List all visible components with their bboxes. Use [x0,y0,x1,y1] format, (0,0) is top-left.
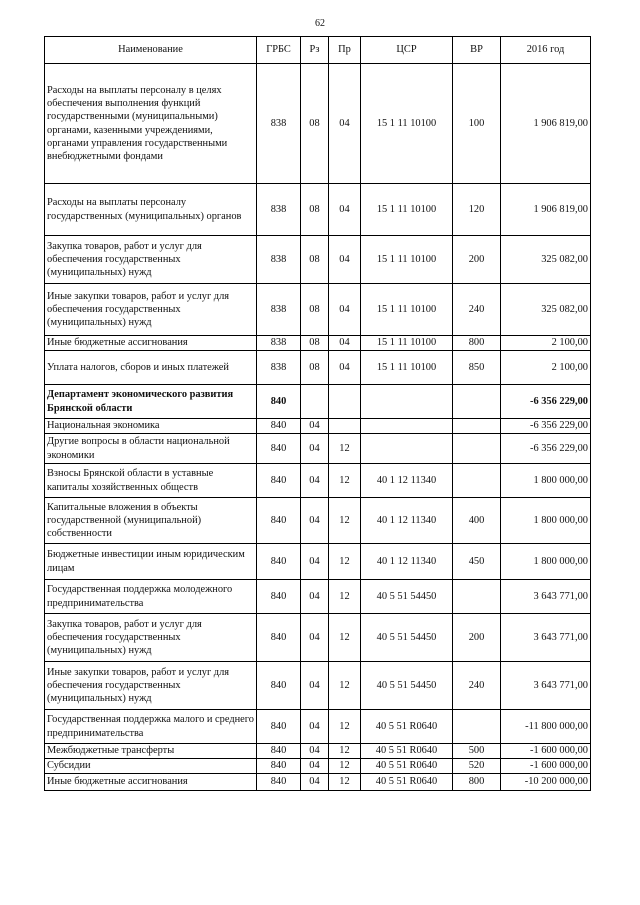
row-pr: 12 [329,759,361,774]
row-rz: 08 [301,336,329,351]
row-csr: 15 1 11 10100 [361,336,453,351]
row-pr: 12 [329,744,361,759]
row-pr: 04 [329,351,361,385]
row-name: Закупка товаров, работ и услуг для обеспечения государственных (муниципальных) нужд [45,614,257,662]
row-csr: 40 1 12 11340 [361,464,453,498]
row-vr: 850 [453,351,501,385]
table-row [45,351,591,385]
row-vr: 450 [453,544,501,580]
row-rz: 08 [301,184,329,236]
table-row [45,759,591,774]
row-pr: 12 [329,498,361,544]
row-vr: 800 [453,774,501,791]
row-rz: 04 [301,580,329,614]
row-vr: 400 [453,498,501,544]
table-row [45,434,591,464]
table-row [45,64,591,184]
row-vr [453,580,501,614]
row-rz: 04 [301,710,329,744]
row-pr: 04 [329,184,361,236]
row-amount: -6 356 229,00 [501,419,591,434]
row-name: Иные закупки товаров, работ и услуг для обеспечения государственных (муниципальных) нужд [45,662,257,710]
row-csr [361,434,453,464]
row-rz: 04 [301,498,329,544]
row-name: Иные закупки товаров, работ и услуг для обеспечения государственных (муниципальных) нужд [45,284,257,336]
page-number: 62 [315,18,325,29]
row-amount: -6 356 229,00 [501,434,591,464]
row-csr: 40 5 51 R0640 [361,759,453,774]
row-name: Иные бюджетные ассигнования [45,774,257,791]
row-csr: 15 1 11 10100 [361,64,453,184]
row-rz: 08 [301,236,329,284]
row-name: Взносы Брянской области в уставные капиталы хозяйственных обществ [45,464,257,498]
row-csr: 40 5 51 54450 [361,662,453,710]
row-grbs: 838 [257,284,301,336]
row-amount: 1 800 000,00 [501,498,591,544]
row-grbs: 840 [257,614,301,662]
row-grbs: 838 [257,236,301,284]
table-row [45,336,591,351]
row-amount: 1 906 819,00 [501,184,591,236]
row-amount: 325 082,00 [501,236,591,284]
row-vr: 200 [453,614,501,662]
row-pr: 04 [329,64,361,184]
row-rz: 04 [301,774,329,791]
row-pr: 12 [329,580,361,614]
budget-table [44,36,591,791]
row-grbs: 840 [257,774,301,791]
row-name: Бюджетные инвестиции иным юридическим лицам [45,544,257,580]
row-rz: 04 [301,759,329,774]
row-pr [329,419,361,434]
row-csr: 15 1 11 10100 [361,236,453,284]
row-vr [453,710,501,744]
row-grbs: 838 [257,336,301,351]
row-grbs: 840 [257,544,301,580]
row-vr [453,434,501,464]
row-name: Закупка товаров, работ и услуг для обеспечения государственных (муниципальных) нужд [45,236,257,284]
row-amount: 3 643 771,00 [501,662,591,710]
row-amount: 325 082,00 [501,284,591,336]
row-vr: 100 [453,64,501,184]
row-csr: 40 5 51 R0640 [361,774,453,791]
row-vr: 520 [453,759,501,774]
row-vr: 200 [453,236,501,284]
row-vr [453,385,501,419]
row-name: Государственная поддержка молодежного предпринимательства [45,580,257,614]
row-pr: 04 [329,284,361,336]
header-name: Наименование [45,37,257,64]
row-pr: 12 [329,774,361,791]
row-rz: 04 [301,419,329,434]
table-row [45,464,591,498]
row-rz: 04 [301,662,329,710]
row-grbs: 838 [257,184,301,236]
row-amount: -10 200 000,00 [501,774,591,791]
row-csr [361,419,453,434]
row-rz: 04 [301,434,329,464]
row-grbs: 840 [257,662,301,710]
table-row [45,662,591,710]
row-rz: 04 [301,744,329,759]
header-csr: ЦСР [361,37,453,64]
row-amount: 1 906 819,00 [501,64,591,184]
row-amount: 1 800 000,00 [501,544,591,580]
table-row [45,710,591,744]
row-grbs: 840 [257,759,301,774]
row-amount: -6 356 229,00 [501,385,591,419]
header-grbs: ГРБС [257,37,301,64]
table-row [45,419,591,434]
row-pr [329,385,361,419]
row-rz: 04 [301,544,329,580]
table-row [45,284,591,336]
row-grbs: 838 [257,351,301,385]
row-csr: 40 1 12 11340 [361,544,453,580]
row-pr: 12 [329,544,361,580]
row-grbs: 840 [257,498,301,544]
row-pr: 12 [329,710,361,744]
header-vr: ВР [453,37,501,64]
row-rz: 04 [301,614,329,662]
row-name: Иные бюджетные ассигнования [45,336,257,351]
row-csr: 40 5 51 54450 [361,580,453,614]
row-rz: 08 [301,284,329,336]
table-row [45,774,591,791]
row-csr: 40 5 51 54450 [361,614,453,662]
row-vr: 500 [453,744,501,759]
row-rz: 04 [301,464,329,498]
row-csr: 15 1 11 10100 [361,351,453,385]
row-csr: 40 1 12 11340 [361,498,453,544]
row-rz: 08 [301,351,329,385]
row-grbs: 840 [257,710,301,744]
row-name: Субсидии [45,759,257,774]
header-year: 2016 год [501,37,591,64]
row-pr: 04 [329,236,361,284]
table-row [45,184,591,236]
table-row [45,744,591,759]
table-body [45,64,591,791]
row-name: Департамент экономического развития Брянской области [45,385,257,419]
table-header-row [45,37,591,64]
row-pr: 04 [329,336,361,351]
row-grbs: 840 [257,580,301,614]
row-amount: 3 643 771,00 [501,614,591,662]
row-name: Национальная экономика [45,419,257,434]
row-name: Капитальные вложения в объекты государственной (муниципальной) собственности [45,498,257,544]
row-vr [453,419,501,434]
table-row [45,498,591,544]
table-row [45,544,591,580]
row-name: Государственная поддержка малого и среднего предпринимательства [45,710,257,744]
row-name: Межбюджетные трансферты [45,744,257,759]
row-amount: 2 100,00 [501,351,591,385]
row-pr: 12 [329,464,361,498]
row-amount: 1 800 000,00 [501,464,591,498]
row-rz [301,385,329,419]
row-grbs: 840 [257,434,301,464]
row-pr: 12 [329,434,361,464]
row-grbs: 840 [257,419,301,434]
row-csr: 15 1 11 10100 [361,284,453,336]
row-vr: 240 [453,662,501,710]
row-grbs: 840 [257,744,301,759]
table-row [45,236,591,284]
row-pr: 12 [329,614,361,662]
row-grbs: 838 [257,64,301,184]
row-pr: 12 [329,662,361,710]
row-csr [361,385,453,419]
table-row [45,580,591,614]
row-csr: 15 1 11 10100 [361,184,453,236]
header-rz: Рз [301,37,329,64]
row-name: Уплата налогов, сборов и иных платежей [45,351,257,385]
row-vr: 120 [453,184,501,236]
row-vr: 240 [453,284,501,336]
row-grbs: 840 [257,385,301,419]
row-amount: 2 100,00 [501,336,591,351]
row-csr: 40 5 51 R0640 [361,744,453,759]
row-vr: 800 [453,336,501,351]
row-amount: -1 600 000,00 [501,744,591,759]
row-grbs: 840 [257,464,301,498]
row-name: Расходы на выплаты персоналу государственных (муниципальных) органов [45,184,257,236]
row-name: Другие вопросы в области национальной экономики [45,434,257,464]
row-name: Расходы на выплаты персоналу в целях обеспечения выполнения функций государственными (муниципальными) органами, казенными учреждениями, органами управления государственными внебюджетными фондами [45,64,257,184]
row-amount: -11 800 000,00 [501,710,591,744]
row-amount: -1 600 000,00 [501,759,591,774]
row-vr [453,464,501,498]
header-pr: Пр [329,37,361,64]
row-rz: 08 [301,64,329,184]
table-row [45,385,591,419]
row-amount: 3 643 771,00 [501,580,591,614]
row-csr: 40 5 51 R0640 [361,710,453,744]
table-row [45,614,591,662]
